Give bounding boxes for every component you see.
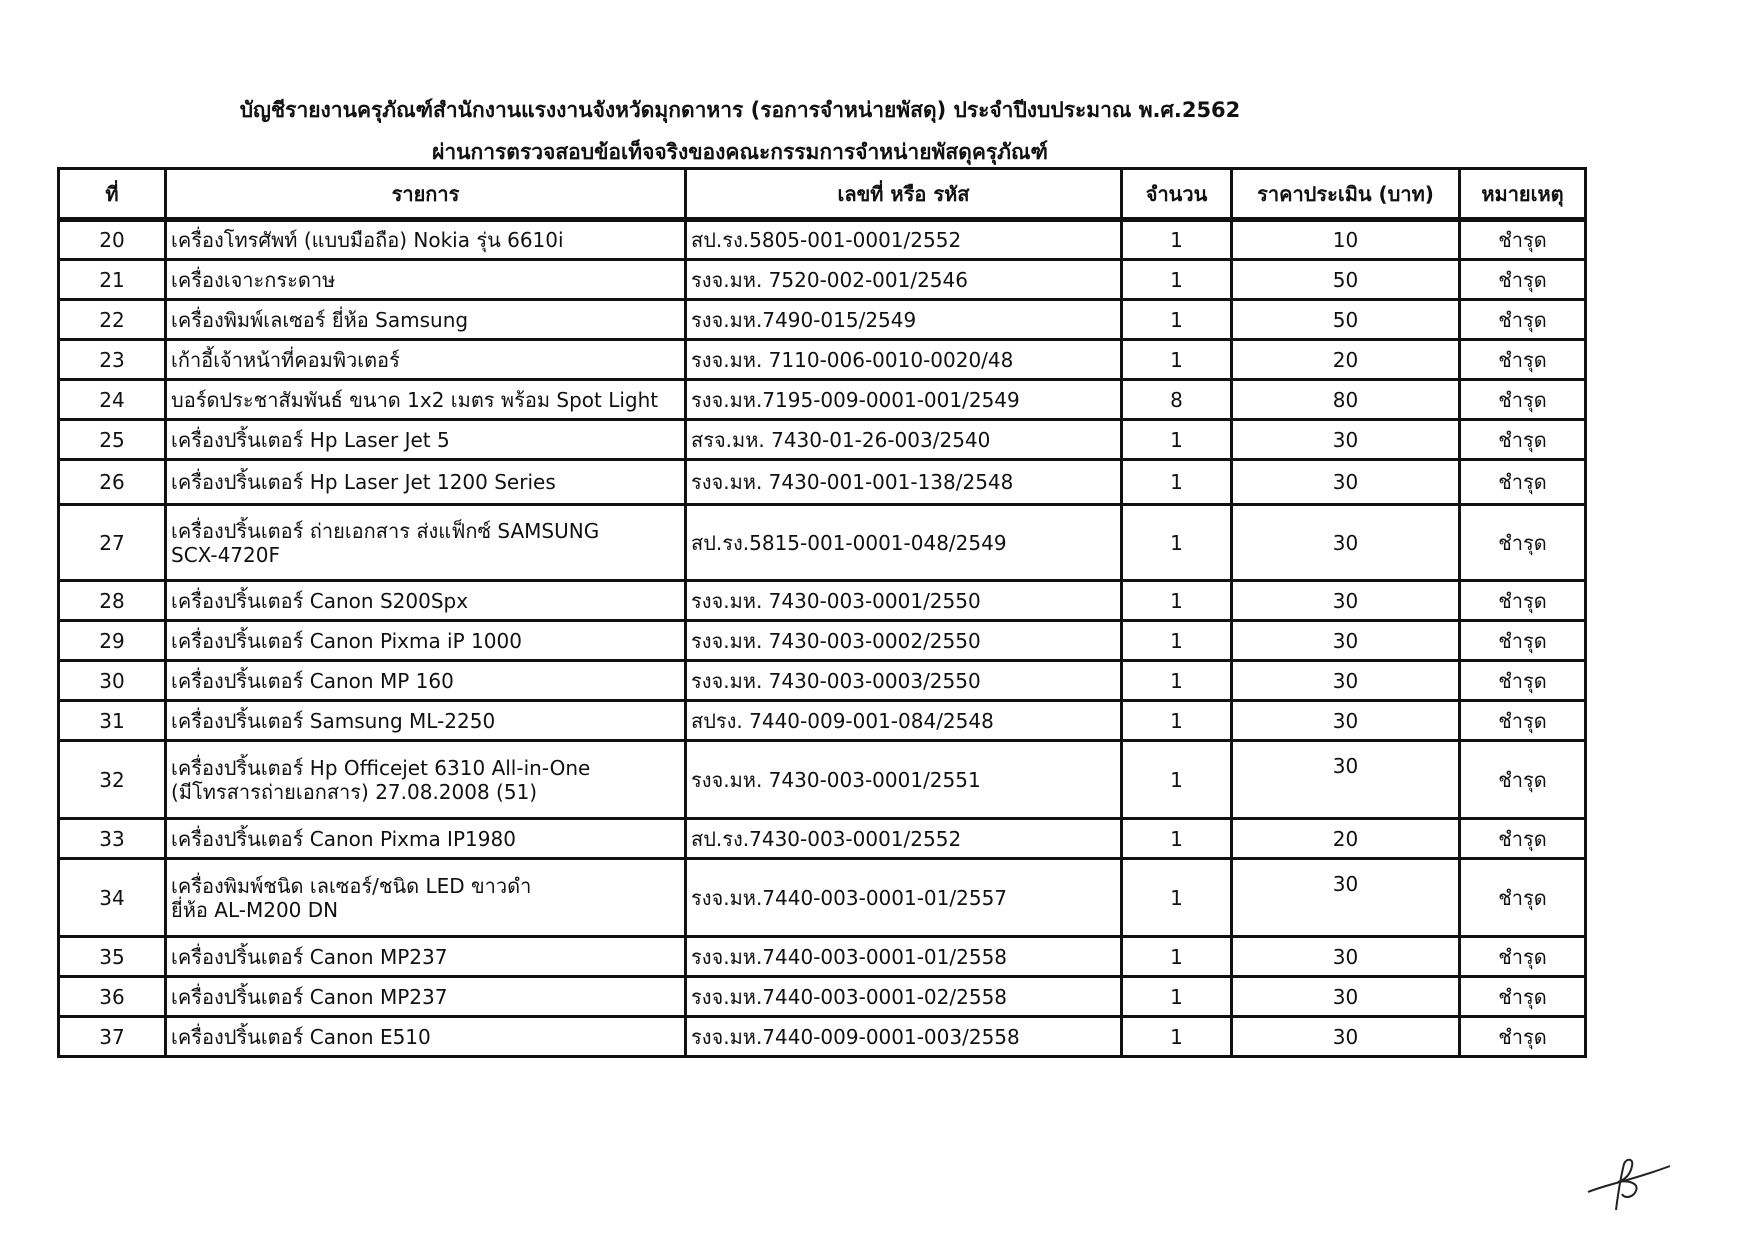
- cell-code: รงจ.มห. 7430-003-0003/2550: [686, 661, 1122, 701]
- cell-price: 20: [1232, 819, 1460, 859]
- table-row: [59, 505, 1586, 581]
- header-code: เลขที่ หรือ รหัส: [686, 169, 1122, 220]
- cell-no: 25: [59, 420, 166, 460]
- cell-qty: 1: [1122, 460, 1232, 505]
- cell-price: 50: [1232, 300, 1460, 340]
- cell-item-line: เครื่องปริ้นเตอร์ Canon MP 160: [171, 668, 454, 693]
- table-row: [59, 621, 1586, 661]
- cell-code: รงจ.มห. 7430-003-0001/2551: [686, 741, 1122, 819]
- cell-item-line: เครื่องปริ้นเตอร์ Canon Pixma IP1980: [171, 826, 516, 851]
- cell-qty: 1: [1122, 621, 1232, 661]
- table-row: [59, 260, 1586, 300]
- table-row: [59, 420, 1586, 460]
- cell-no: 24: [59, 380, 166, 420]
- table-row: [59, 977, 1586, 1017]
- cell-code: สรจ.มห. 7430-01-26-003/2540: [686, 420, 1122, 460]
- cell-price: 10: [1232, 220, 1460, 260]
- cell-note: ชำรุด: [1460, 701, 1586, 741]
- cell-item-line: ยี่ห้อ AL-M200 DN: [171, 897, 339, 922]
- cell-note: ชำรุด: [1460, 300, 1586, 340]
- cell-price: 30: [1232, 420, 1460, 460]
- cell-qty: 1: [1122, 741, 1232, 819]
- cell-no: 36: [59, 977, 166, 1017]
- cell-code: รงจ.มห.7440-009-0001-003/2558: [686, 1017, 1122, 1057]
- cell-code: รงจ.มห. 7430-003-0002/2550: [686, 621, 1122, 661]
- cell-no: 35: [59, 937, 166, 977]
- cell-item-line: เครื่องพิมพ์ชนิด เลเซอร์/ชนิด LED ขาวดำ: [171, 873, 532, 898]
- cell-qty: 1: [1122, 859, 1232, 937]
- cell-code: สป.รง.5815-001-0001-048/2549: [686, 505, 1122, 581]
- table-row: [59, 340, 1586, 380]
- cell-item: [166, 300, 686, 340]
- cell-item: [166, 220, 686, 260]
- cell-item: [166, 505, 686, 581]
- table-header: [59, 169, 1586, 220]
- cell-item: [166, 859, 686, 937]
- cell-qty: 1: [1122, 937, 1232, 977]
- cell-note: ชำรุด: [1460, 505, 1586, 581]
- table-row: [59, 1017, 1586, 1057]
- table-body: [59, 220, 1586, 1057]
- cell-item-line: บอร์ดประชาสัมพันธ์ ขนาด 1x2 เมตร พร้อม Spot Light: [171, 387, 659, 412]
- asset-table: [57, 167, 1587, 1058]
- cell-item-line: SCX-4720F: [171, 542, 280, 567]
- cell-no: 29: [59, 621, 166, 661]
- document-subtitle: ผ่านการตรวจสอบข้อเท็จจริงของคณะกรรมการจำหน่ายพัสดุครุภัณฑ์: [432, 140, 1048, 164]
- header-item: รายการ: [166, 169, 686, 220]
- cell-no: 27: [59, 505, 166, 581]
- cell-note: ชำรุด: [1460, 977, 1586, 1017]
- cell-no: 34: [59, 859, 166, 937]
- cell-item-line: เครื่องปริ้นเตอร์ Canon E510: [171, 1024, 431, 1049]
- cell-price: 20: [1232, 340, 1460, 380]
- cell-item-line: เครื่องเจาะกระดาษ: [171, 267, 336, 292]
- cell-code: รงจ.มห. 7110-006-0010-0020/48: [686, 340, 1122, 380]
- cell-qty: 1: [1122, 505, 1232, 581]
- cell-code: สป.รง.7430-003-0001/2552: [686, 819, 1122, 859]
- table-row: [59, 937, 1586, 977]
- cell-no: 21: [59, 260, 166, 300]
- table-row: [59, 701, 1586, 741]
- cell-item: [166, 460, 686, 505]
- table-row: [59, 741, 1586, 819]
- cell-note: ชำรุด: [1460, 741, 1586, 819]
- cell-price: 30: [1232, 505, 1460, 581]
- cell-qty: 1: [1122, 340, 1232, 380]
- cell-item: [166, 621, 686, 661]
- cell-qty: 1: [1122, 661, 1232, 701]
- cell-price: 30: [1232, 661, 1460, 701]
- cell-item: [166, 581, 686, 621]
- cell-note: ชำรุด: [1460, 380, 1586, 420]
- cell-qty: 1: [1122, 300, 1232, 340]
- cell-note: ชำรุด: [1460, 661, 1586, 701]
- cell-item: [166, 260, 686, 300]
- cell-qty: 1: [1122, 1017, 1232, 1057]
- table-row: [59, 460, 1586, 505]
- cell-code: รงจ.มห.7440-003-0001-01/2558: [686, 937, 1122, 977]
- cell-item-line: เครื่องปริ้นเตอร์ Canon Pixma iP 1000: [171, 628, 522, 653]
- cell-price: 30: [1232, 1017, 1460, 1057]
- table-row: [59, 819, 1586, 859]
- cell-item: [166, 741, 686, 819]
- cell-price: 30: [1232, 937, 1460, 977]
- cell-price: 30: [1232, 701, 1460, 741]
- header-note: หมายเหตุ: [1460, 169, 1586, 220]
- cell-item-line: เครื่องโทรศัพท์ (แบบมือถือ) Nokia รุ่น 6610i: [171, 228, 564, 252]
- signature: [1578, 1150, 1678, 1220]
- cell-item: [166, 420, 686, 460]
- cell-price: 30: [1232, 741, 1460, 819]
- cell-qty: 1: [1122, 819, 1232, 859]
- cell-no: 37: [59, 1017, 166, 1057]
- table-row: [59, 220, 1586, 260]
- table-row: [59, 661, 1586, 701]
- cell-item: [166, 819, 686, 859]
- cell-no: 22: [59, 300, 166, 340]
- document-title: บัญชีรายงานครุภัณฑ์สำนักงานแรงงานจังหวัดมุกดาหาร (รอการจำหน่ายพัสดุ) ประจำปีงบประมาณ พ.ศ.2562: [239, 98, 1241, 122]
- cell-note: ชำรุด: [1460, 581, 1586, 621]
- cell-note: ชำรุด: [1460, 937, 1586, 977]
- cell-code: รงจ.มห. 7520-002-001/2546: [686, 260, 1122, 300]
- cell-note: ชำรุด: [1460, 340, 1586, 380]
- cell-code: รงจ.มห. 7430-001-001-138/2548: [686, 460, 1122, 505]
- cell-code: สปรง. 7440-009-001-084/2548: [686, 701, 1122, 741]
- cell-code: สป.รง.5805-001-0001/2552: [686, 220, 1122, 260]
- cell-item: [166, 977, 686, 1017]
- cell-item-line: เครื่องปริ้นเตอร์ Canon MP237: [171, 984, 448, 1009]
- cell-qty: 1: [1122, 420, 1232, 460]
- cell-item: [166, 380, 686, 420]
- cell-no: 31: [59, 701, 166, 741]
- header-qty: จำนวน: [1122, 169, 1232, 220]
- cell-note: ชำรุด: [1460, 1017, 1586, 1057]
- cell-note: ชำรุด: [1460, 859, 1586, 937]
- cell-qty: 1: [1122, 977, 1232, 1017]
- cell-price: 30: [1232, 859, 1460, 937]
- cell-no: 23: [59, 340, 166, 380]
- cell-note: ชำรุด: [1460, 460, 1586, 505]
- cell-price: 30: [1232, 621, 1460, 661]
- cell-item: [166, 1017, 686, 1057]
- cell-item-line: เครื่องพิมพ์เลเซอร์ ยี่ห้อ Samsung: [171, 307, 469, 332]
- cell-item-line: เครื่องปริ้นเตอร์ ถ่ายเอกสาร ส่งแฟ็กซ์ SAMSUNG: [171, 518, 600, 543]
- cell-item: [166, 701, 686, 741]
- cell-code: รงจ.มห. 7430-003-0001/2550: [686, 581, 1122, 621]
- table-row: [59, 581, 1586, 621]
- cell-qty: 1: [1122, 220, 1232, 260]
- cell-code: รงจ.มห.7195-009-0001-001/2549: [686, 380, 1122, 420]
- cell-item-line: เครื่องปริ้นเตอร์ Canon MP237: [171, 944, 448, 969]
- cell-item-line: (มีโทรสารถ่ายเอกสาร) 27.08.2008 (51): [171, 779, 538, 804]
- cell-note: ชำรุด: [1460, 420, 1586, 460]
- cell-item-line: เครื่องปริ้นเตอร์ Hp Laser Jet 5: [171, 427, 450, 452]
- cell-qty: 1: [1122, 581, 1232, 621]
- table-row: [59, 859, 1586, 937]
- cell-price: 30: [1232, 581, 1460, 621]
- cell-item-line: เครื่องปริ้นเตอร์ Hp Laser Jet 1200 Series: [171, 470, 556, 494]
- header-price: ราคาประเมิน (บาท): [1232, 169, 1460, 220]
- cell-item-line: เครื่องปริ้นเตอร์ Samsung ML-2250: [171, 708, 496, 733]
- cell-no: 20: [59, 220, 166, 260]
- cell-no: 33: [59, 819, 166, 859]
- cell-price: 50: [1232, 260, 1460, 300]
- cell-note: ชำรุด: [1460, 819, 1586, 859]
- cell-no: 26: [59, 460, 166, 505]
- cell-item: [166, 937, 686, 977]
- cell-item-line: เก้าอี้เจ้าหน้าที่คอมพิวเตอร์: [171, 347, 400, 372]
- header-no: ที่: [59, 169, 166, 220]
- cell-code: รงจ.มห.7440-003-0001-02/2558: [686, 977, 1122, 1017]
- cell-price: 30: [1232, 460, 1460, 505]
- cell-price: 30: [1232, 977, 1460, 1017]
- cell-price: 80: [1232, 380, 1460, 420]
- cell-no: 30: [59, 661, 166, 701]
- cell-qty: 8: [1122, 380, 1232, 420]
- cell-no: 28: [59, 581, 166, 621]
- cell-code: รงจ.มห.7440-003-0001-01/2557: [686, 859, 1122, 937]
- cell-item: [166, 340, 686, 380]
- cell-qty: 1: [1122, 260, 1232, 300]
- cell-note: ชำรุด: [1460, 260, 1586, 300]
- cell-item: [166, 661, 686, 701]
- cell-item-line: เครื่องปริ้นเตอร์ Hp Officejet 6310 All-in-One: [171, 755, 591, 780]
- cell-no: 32: [59, 741, 166, 819]
- cell-note: ชำรุด: [1460, 621, 1586, 661]
- table-row: [59, 380, 1586, 420]
- cell-code: รงจ.มห.7490-015/2549: [686, 300, 1122, 340]
- cell-qty: 1: [1122, 701, 1232, 741]
- cell-note: ชำรุด: [1460, 220, 1586, 260]
- table-row: [59, 300, 1586, 340]
- cell-item-line: เครื่องปริ้นเตอร์ Canon S200Spx: [171, 588, 469, 613]
